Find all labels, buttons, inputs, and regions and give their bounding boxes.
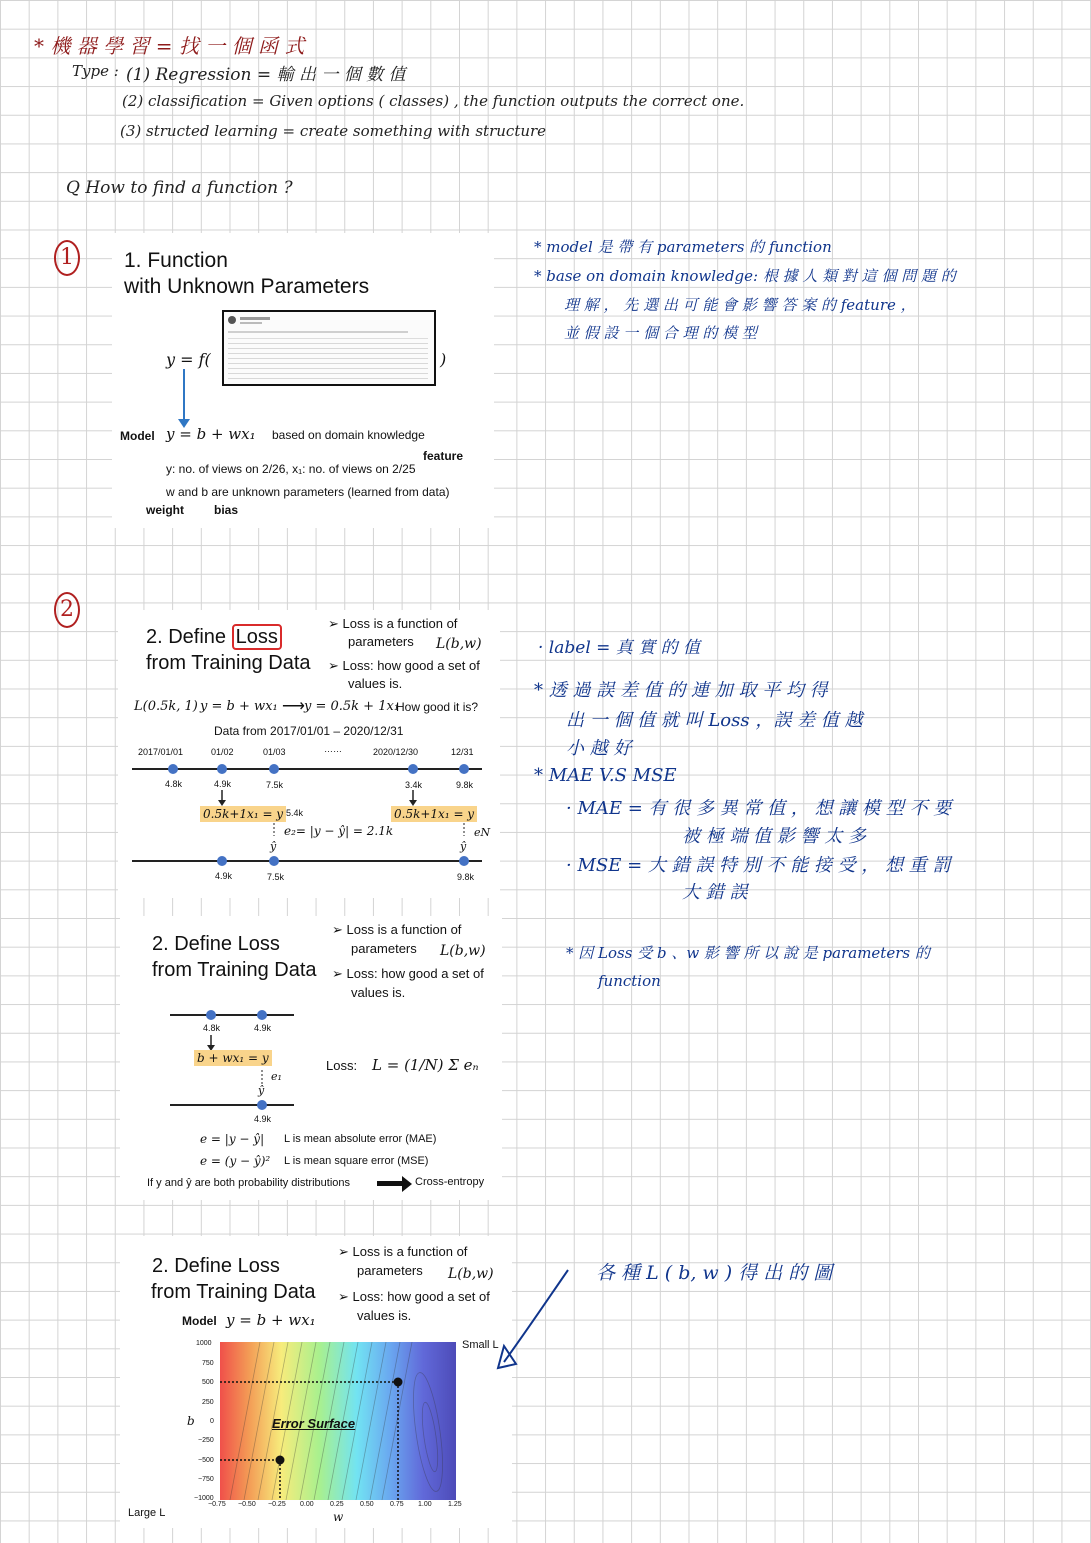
value-label: 4.9k	[254, 1114, 272, 1124]
arrow-head	[402, 1176, 412, 1192]
value-label: 3.4k	[405, 780, 423, 790]
y-tick: 0	[210, 1418, 214, 1425]
slide-a-bullet2: ➢ Loss: how good a set of	[328, 658, 480, 673]
note-loss-3: 小 越 好	[566, 738, 632, 759]
y-tick: 750	[202, 1360, 214, 1367]
slide-a-bullet1b: parameters	[348, 634, 414, 649]
slide-function	[112, 233, 494, 528]
note-label: · label = 真 實 的 值	[538, 638, 701, 658]
close-paren: )	[440, 350, 447, 369]
w-axis-label: w	[333, 1510, 344, 1524]
y-hat: ŷ	[460, 840, 467, 853]
mse-note: L is mean square error (MSE)	[284, 1155, 429, 1167]
arrow-right-icon	[377, 1181, 403, 1186]
loss-formula: L = (1/N) Σ eₙ	[372, 1056, 479, 1074]
date-label: 2020/12/30	[373, 747, 419, 757]
slide-a-model-eq: y = b + wx₁	[200, 699, 278, 714]
bias-label: bias	[214, 503, 239, 517]
slide-b-bullet2: ➢ Loss: how good a set of	[332, 966, 484, 981]
date-label: 2017/01/01	[138, 747, 184, 757]
mse-eq: e = (y − ŷ)²	[200, 1154, 271, 1168]
cross-entropy: Cross-entropy	[415, 1176, 485, 1188]
small-l-label: Small L	[462, 1339, 499, 1351]
prob-note: If y and ŷ are both probability distributions	[147, 1177, 351, 1189]
value-label: 4.9k	[214, 779, 232, 789]
large-loss-point	[276, 1456, 285, 1465]
y-tick: 1000	[196, 1340, 212, 1347]
slide-a-how-good: How good it is?	[396, 700, 479, 714]
slide-a-data-range: Data from 2017/01/01 – 2020/12/31	[214, 724, 404, 738]
y-eq: y = f(	[166, 350, 211, 369]
slide-a-bullet1: ➢ Loss is a function of	[328, 616, 458, 631]
note-mae-2: 被 極 端 值 影 響 太 多	[682, 826, 867, 847]
date-label: 01/02	[211, 747, 234, 757]
slide-a-lbw: L(b,w)	[436, 636, 482, 652]
slide-c-title-line1: 2. Define Loss	[152, 1255, 280, 1277]
note-arrow-icon	[490, 1266, 580, 1376]
y-tick: −500	[198, 1457, 214, 1464]
slide-b-bullet2b: values is.	[351, 985, 406, 1000]
error-en: eN	[474, 826, 491, 839]
x-tick: 0.50	[360, 1501, 374, 1508]
note-domain-2: 理 解 ， 先 選 出 可 能 會 影 響 答 案 的 feature ，	[564, 296, 916, 314]
data-point	[168, 764, 178, 774]
page-title: * 機 器 學 習 = 找 一 個 函 式	[34, 34, 305, 58]
note-mae-vs-mse: * MAE V.S MSE	[534, 765, 677, 786]
x-tick: 0.25	[330, 1501, 344, 1508]
y-tick: 500	[202, 1379, 214, 1386]
x-tick: 1.25	[448, 1501, 462, 1508]
slide-c-title-line2: from Training Data	[151, 1281, 316, 1303]
y-tick: 250	[202, 1399, 214, 1406]
slide-a-title-line1: 2. Define Loss	[146, 626, 282, 649]
value-label: 7.5k	[266, 780, 284, 790]
type-structured-learning: (3) structed learning = create something with structure	[120, 122, 547, 140]
y-tick: −250	[198, 1437, 214, 1444]
min-point	[394, 1378, 403, 1387]
slide-error-surface	[120, 1236, 512, 1528]
error-e2: e₂= |y − ŷ| = 2.1k	[284, 824, 394, 838]
data-point	[269, 856, 279, 866]
slide-a-title-line2: from Training Data	[146, 652, 311, 674]
type-regression: (1) Regression = 輸 出 一 個 數 值	[126, 65, 406, 85]
note-loss-1: * 透 過 誤 差 值 的 連 加 取 平 均 得	[534, 680, 828, 701]
model-label: Model	[182, 1314, 217, 1328]
date-label: 01/03	[263, 747, 286, 757]
note-mse: · MSE = 大 錯 誤 特 別 不 能 接 受 ， 想 重 罰	[566, 855, 951, 876]
prediction-value: 5.4k	[286, 808, 304, 818]
slide-define-loss-b	[120, 916, 502, 1200]
note-domain: * base on domain knowledge: 根 據 人 類 對 這 個 問 題 的	[534, 267, 956, 285]
slide-a-bullet2b: values is.	[348, 676, 403, 691]
value-label: 9.8k	[457, 872, 475, 882]
slide-b-bullet1: ➢ Loss is a function of	[332, 922, 462, 937]
error-e1: e₁	[271, 1070, 282, 1083]
value-label: 7.5k	[267, 872, 285, 882]
arrow-right-icon: ⟶	[282, 698, 305, 715]
slide-title-line2: with Unknown Parameters	[124, 275, 370, 298]
slide-define-loss-a	[118, 610, 500, 898]
slide-c-bullet2b: values is.	[357, 1308, 412, 1323]
slide-c-bullet1: ➢ Loss is a function of	[338, 1244, 468, 1259]
slide-c-lbw: L(b,w)	[448, 1266, 494, 1282]
arrow-shaft	[183, 369, 185, 421]
prediction-box: b + wx₁ = y	[194, 1050, 272, 1066]
prediction-box: 0.5k+1x₁ = y	[391, 806, 477, 822]
mae-note: L is mean absolute error (MAE)	[284, 1133, 437, 1145]
feature-label: feature	[423, 449, 464, 463]
b-axis-label: b	[187, 1414, 195, 1428]
views-line: y: no. of views on 2/26, x₁: no. of views on 2/25	[166, 462, 416, 476]
note-domain-3: 並 假 設 一 個 合 理 的 模 型	[564, 324, 757, 342]
x-tick: 0.75	[390, 1501, 404, 1508]
section-1-marker: 1	[54, 240, 80, 276]
data-point	[408, 764, 418, 774]
model-eq: y = b + wx₁	[226, 1311, 316, 1329]
x-tick: −0.25	[268, 1501, 286, 1508]
x-tick: 0.00	[300, 1501, 314, 1508]
x-tick: −0.75	[208, 1501, 226, 1508]
prediction-box: 0.5k+1x₁ = y	[200, 806, 286, 822]
value-label: 4.9k	[254, 1023, 272, 1033]
data-point	[257, 1100, 267, 1110]
slide-b-title-line1: 2. Define Loss	[152, 933, 280, 955]
value-label: 4.9k	[215, 871, 233, 881]
slide-c-bullet1b: parameters	[357, 1263, 423, 1278]
x-tick: 1.00	[418, 1501, 432, 1508]
data-point	[269, 764, 279, 774]
value-label: 9.8k	[456, 780, 474, 790]
data-point	[257, 1010, 267, 1020]
y-tick: −750	[198, 1476, 214, 1483]
y-hat: ŷ	[270, 840, 277, 853]
data-point	[217, 856, 227, 866]
mae-eq: e = |y − ŷ|	[200, 1132, 265, 1146]
weight-label: weight	[146, 503, 184, 517]
slide-b-title-line2: from Training Data	[152, 959, 317, 981]
note-mse-2: 大 錯 誤	[682, 882, 748, 903]
section-2-marker: 2	[54, 592, 80, 628]
model-eq: y = b + wx₁	[166, 425, 256, 443]
note-model: * model 是 帶 有 parameters 的 function	[534, 238, 832, 256]
params-line: w and b are unknown parameters (learned from data)	[166, 485, 450, 499]
value-label: 4.8k	[203, 1023, 221, 1033]
note-parameters-2: function	[598, 972, 661, 990]
slide-b-lbw: L(b,w)	[440, 943, 486, 959]
value-label: 4.8k	[165, 779, 183, 789]
x-tick: −0.50	[238, 1501, 256, 1508]
slide-b-bullet1b: parameters	[351, 941, 417, 956]
data-point	[217, 764, 227, 774]
y-hat: ŷ	[258, 1084, 265, 1097]
note-parameters: * 因 Loss 受 b 、w 影 響 所 以 說 是 parameters 的	[566, 944, 930, 962]
table-thumbnail	[222, 310, 436, 386]
slide-title-line1: 1. Function	[124, 249, 228, 272]
date-label: 12/31	[451, 747, 474, 757]
note-loss-2: 出 一 個 值 就 叫 Loss ，誤 差 值 越	[566, 710, 863, 731]
large-l-label: Large L	[128, 1507, 166, 1519]
question: Q How to find a function ?	[66, 178, 293, 198]
note-mae: · MAE = 有 很 多 異 常 值 ， 想 讓 模 型 不 要	[566, 798, 952, 819]
slide-a-model-eq2: y = 0.5k + 1x₁	[304, 699, 400, 714]
y-tick: −1000	[194, 1495, 214, 1502]
type-classification: (2) classification = Given options ( classes) , the function outputs the correct one.	[122, 92, 745, 110]
data-point	[459, 764, 469, 774]
note-surface: 各 種 L ( b, w ) 得 出 的 圖	[596, 1262, 833, 1284]
type-label: Type :	[72, 62, 119, 80]
loss-highlight: Loss	[232, 624, 282, 650]
data-point	[459, 856, 469, 866]
date-label: ……	[324, 744, 342, 754]
surface-label: Error Surface	[272, 1416, 356, 1431]
model-label: Model	[120, 429, 155, 443]
data-point	[206, 1010, 216, 1020]
loss-label: Loss:	[326, 1058, 358, 1073]
domain-note: based on domain knowledge	[272, 428, 425, 442]
slide-c-bullet2: ➢ Loss: how good a set of	[338, 1289, 490, 1304]
slide-a-l-eq: L(0.5k, 1)	[134, 699, 198, 714]
